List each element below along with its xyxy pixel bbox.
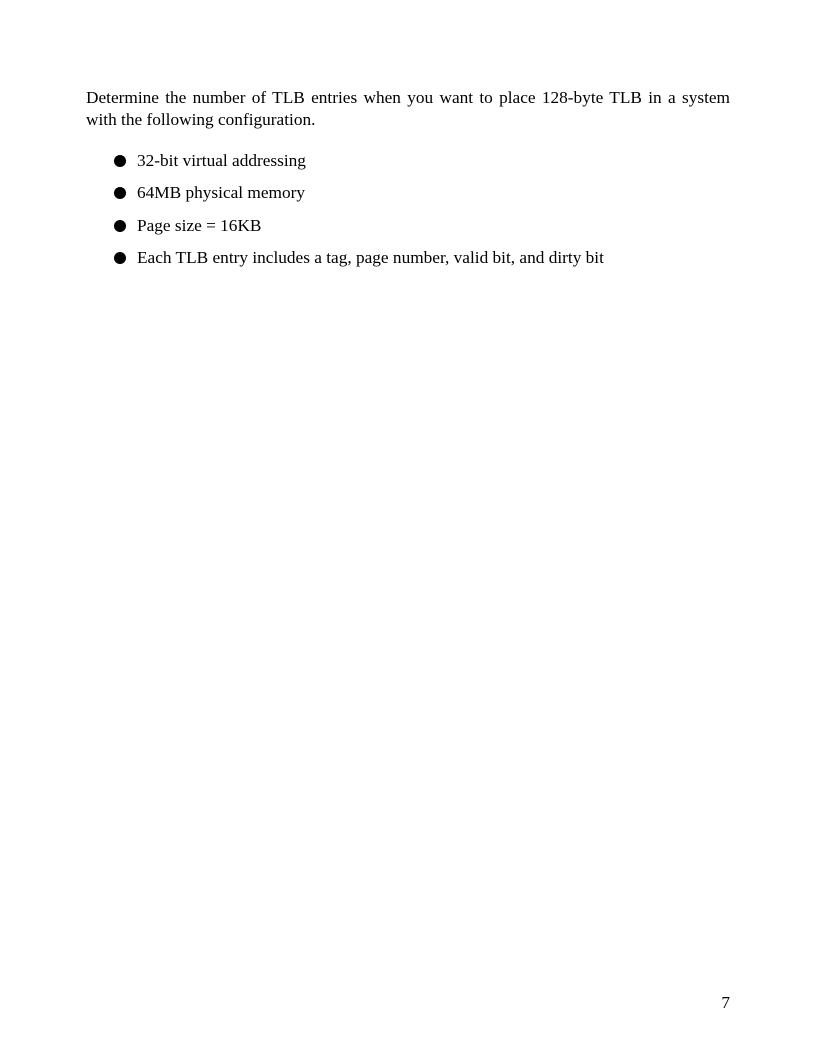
list-item [112, 150, 752, 182]
bullet-icon [114, 155, 126, 167]
bullet-icon [114, 220, 126, 232]
list-item-text: Each TLB entry includes a tag, page number, valid bit, and dirty bit [137, 247, 604, 267]
configuration-list [112, 150, 752, 279]
page-number: 7 [721, 993, 730, 1012]
list-item-text: 32-bit virtual addressing [137, 151, 306, 170]
list-item [112, 247, 752, 279]
list-item-text: 64MB physical memory [137, 183, 305, 203]
list-item [112, 182, 752, 214]
list-item-text: Page size = 16KB [137, 215, 262, 235]
list-item [112, 215, 752, 247]
problem-statement: Determine the number of TLB entries when you want to place 128-byte TLB in a system with the following configuration. [86, 88, 730, 129]
bullet-icon [114, 187, 126, 199]
bullet-icon [114, 252, 126, 264]
